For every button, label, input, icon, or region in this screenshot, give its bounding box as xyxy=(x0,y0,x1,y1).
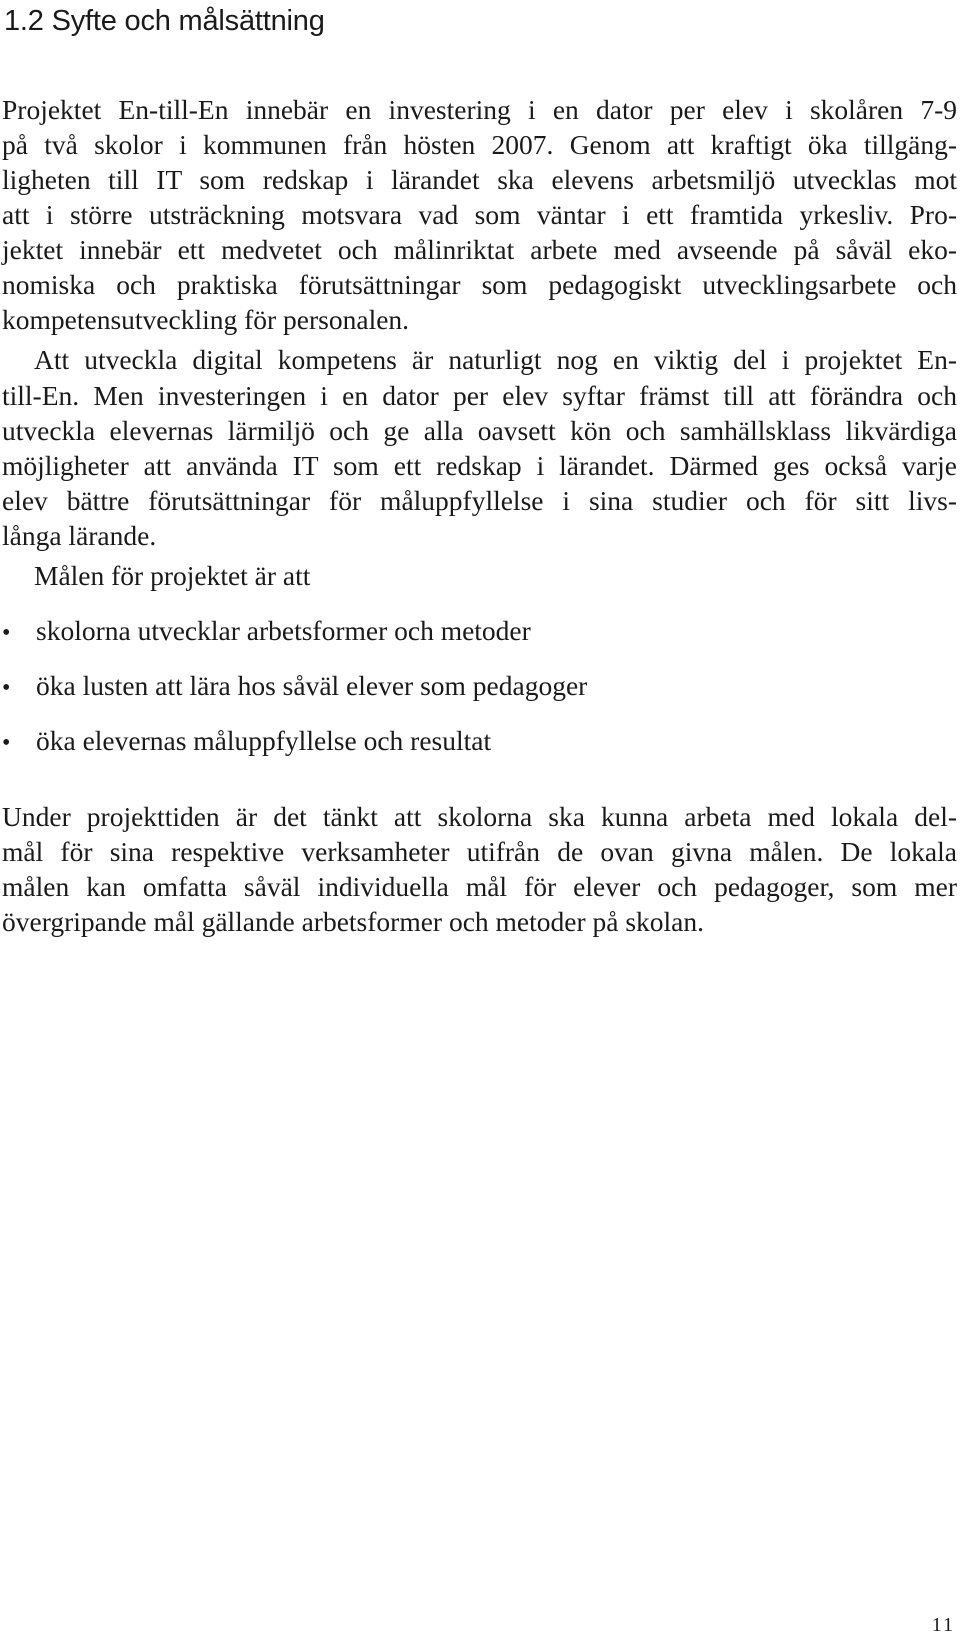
paragraph-line: jektet innebär ett medvetet och målinriktat arbete med avseende på såväl eko- xyxy=(2,234,957,265)
bullet-icon: • xyxy=(2,675,11,701)
paragraph-line: till-En. Men investeringen i en dator per elev syftar främst till att förändra och xyxy=(2,380,957,411)
paragraph-line: att i större utsträckning motsvara vad som väntar i ett framtida yrkesliv. Pro- xyxy=(2,199,957,230)
paragraph-line: möjligheter att använda IT som ett redskap i lärandet. Därmed ges också varje xyxy=(2,450,957,481)
paragraph-line: kompetensutveckling för personalen. xyxy=(2,304,410,335)
paragraph-line: Projektet En-till-En innebär en investering i en dator per elev i skolåren 7-9 xyxy=(2,94,957,125)
bullet-icon: • xyxy=(2,620,11,646)
bullet-icon: • xyxy=(2,730,11,756)
paragraph-line: övergripande mål gällande arbetsformer och metoder på skolan. xyxy=(2,906,705,937)
list-item xyxy=(2,668,587,704)
list-item xyxy=(2,723,491,759)
paragraph-line: Att utveckla digital kompetens är naturligt nog en viktig del i projektet En- xyxy=(34,344,957,375)
list-item-text: öka elevernas måluppfyllelse och resultat xyxy=(36,725,492,756)
paragraph-line: Under projekttiden är det tänkt att skolorna ska kunna arbeta med lokala del- xyxy=(2,801,957,832)
list-item-text: skolorna utvecklar arbetsformer och metoder xyxy=(36,615,531,646)
paragraph-line: mål för sina respektive verksamheter utifrån de ovan givna målen. De lokala xyxy=(2,836,957,867)
list-item-text: öka lusten att lära hos såväl elever som pedagoger xyxy=(36,670,588,701)
section-heading: 1.2 Syfte och målsättning xyxy=(4,5,325,37)
paragraph-line: på två skolor i kommunen från hösten 2007. Genom att kraftigt öka tillgäng- xyxy=(2,129,957,160)
paragraph-line: målen kan omfatta såväl individuella mål för elever och pedagoger, som mer xyxy=(2,871,957,902)
goals-intro: Målen för projektet är att xyxy=(34,560,311,591)
paragraph-line: elev bättre förutsättningar för måluppfyllelse i sina studier och för sitt livs- xyxy=(2,485,957,516)
list-item xyxy=(2,613,531,649)
paragraph-line: nomiska och praktiska förutsättningar som pedagogiskt utvecklingsarbete och xyxy=(2,269,957,300)
page-number: 11 xyxy=(931,1614,955,1636)
paragraph-line: ligheten till IT som redskap i lärandet ska elevens arbetsmiljö utvecklas mot xyxy=(2,164,957,195)
paragraph-line: långa lärande. xyxy=(2,520,157,551)
paragraph-line: utveckla elevernas lärmiljö och ge alla oavsett kön och samhällsklass likvärdiga xyxy=(2,415,957,446)
